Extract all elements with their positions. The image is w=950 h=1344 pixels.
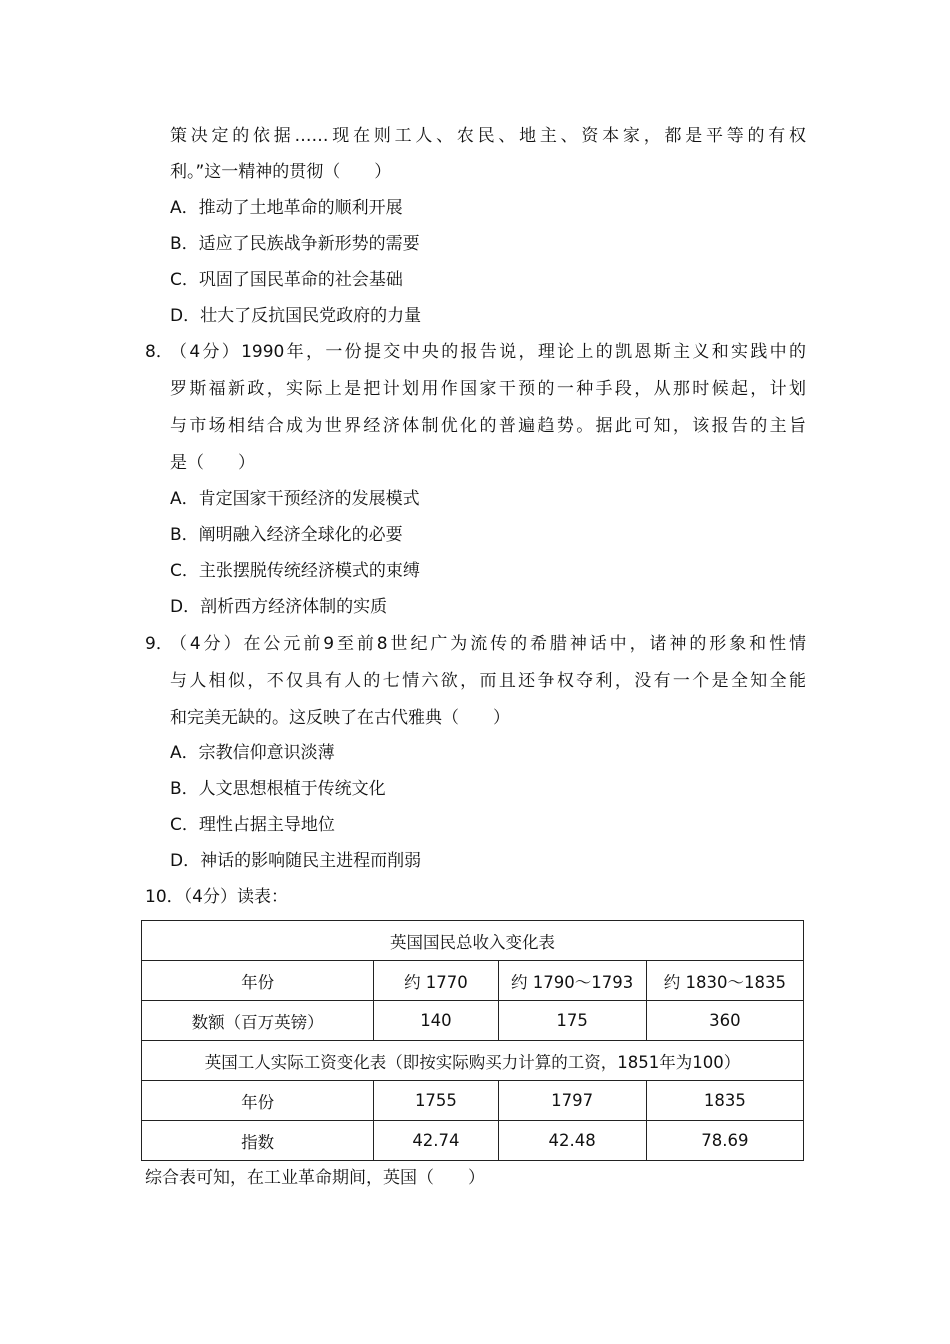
table-cell: 1755 — [374, 1081, 498, 1121]
q8-number: 8． — [145, 342, 173, 362]
table-cell: 1797 — [498, 1081, 646, 1121]
q8-option-a: A．肯定国家干预经济的发展模式 — [170, 489, 420, 509]
table-row — [142, 961, 804, 1001]
table-row — [142, 1121, 804, 1161]
q7-line-2: 利。”这一精神的贯彻（ ） — [170, 162, 392, 182]
q8-line-4: 是（ ） — [170, 453, 255, 473]
table-row — [142, 1001, 804, 1041]
table-row — [142, 1081, 804, 1121]
q8-line-3: 与市场相结合成为世界经济体制优化的普遍趋势。据此可知，该报告的主旨 — [170, 416, 806, 436]
q7-option-d: D．壮大了反抗国民党政府的力量 — [170, 306, 422, 326]
q7-option-b: B．适应了民族战争新形势的需要 — [170, 234, 420, 254]
table-title-row — [142, 1041, 804, 1081]
table-cell: 140 — [374, 1001, 498, 1041]
table-cell: 数额（百万英镑） — [142, 1001, 374, 1041]
q9-number: 9． — [145, 634, 173, 654]
table-cell: 指数 — [142, 1121, 374, 1161]
q9-line-1: （4分）在公元前9至前8世纪广为流传的希腊神话中，诸神的形象和性情 — [170, 634, 806, 654]
q7-option-a: A．推动了土地革命的顺利开展 — [170, 198, 403, 218]
q7-line-1: 策决定的依据……现在则工人、农民、地主、资本家，都是平等的有权 — [170, 126, 806, 146]
q9-line-2: 与人相似，不仅具有人的七情六欲，而且还争权夺利，没有一个是全知全能 — [170, 671, 806, 691]
q8-option-b: B．阐明融入经济全球化的必要 — [170, 525, 403, 545]
q10-heading: 10．（4分）读表： — [145, 887, 288, 907]
q9-line-3: 和完美无缺的。这反映了在古代雅典（ ） — [170, 708, 510, 728]
q9-option-a: A．宗教信仰意识淡薄 — [170, 743, 335, 763]
table-cell: 42.48 — [498, 1121, 646, 1161]
table-cell: 42.74 — [374, 1121, 498, 1161]
table-title-row — [142, 921, 804, 961]
table-title-wage: 英国工人实际工资变化表（即按实际购买力计算的工资，1851年为100） — [142, 1041, 804, 1081]
table-cell: 约 1790～1793 — [498, 961, 646, 1001]
table-cell: 约 1770 — [374, 961, 498, 1001]
table-cell: 约 1830～1835 — [646, 961, 803, 1001]
table-cell: 年份 — [142, 961, 374, 1001]
table-title-income: 英国国民总收入变化表 — [142, 921, 804, 961]
income-wage-table — [141, 920, 804, 1161]
table-cell: 78.69 — [646, 1121, 803, 1161]
table-cell: 1835 — [646, 1081, 803, 1121]
table-cell: 360 — [646, 1001, 803, 1041]
q9-option-c: C．理性占据主导地位 — [170, 815, 335, 835]
table-cell: 年份 — [142, 1081, 374, 1121]
table-cell: 175 — [498, 1001, 646, 1041]
q8-option-c: C．主张摆脱传统经济模式的束缚 — [170, 561, 420, 581]
q9-option-b: B．人文思想根植于传统文化 — [170, 779, 386, 799]
q7-option-c: C．巩固了国民革命的社会基础 — [170, 270, 403, 290]
q10-after-text: 综合表可知，在工业革命期间，英国（ ） — [145, 1168, 485, 1188]
q8-option-d: D．剖析西方经济体制的实质 — [170, 597, 388, 617]
q9-option-d: D．神话的影响随民主进程而削弱 — [170, 851, 422, 871]
q8-line-1: （4分）1990年，一份提交中央的报告说，理论上的凯恩斯主义和实践中的 — [170, 342, 806, 362]
q8-line-2: 罗斯福新政，实际上是把计划用作国家干预的一种手段，从那时候起，计划 — [170, 379, 806, 399]
